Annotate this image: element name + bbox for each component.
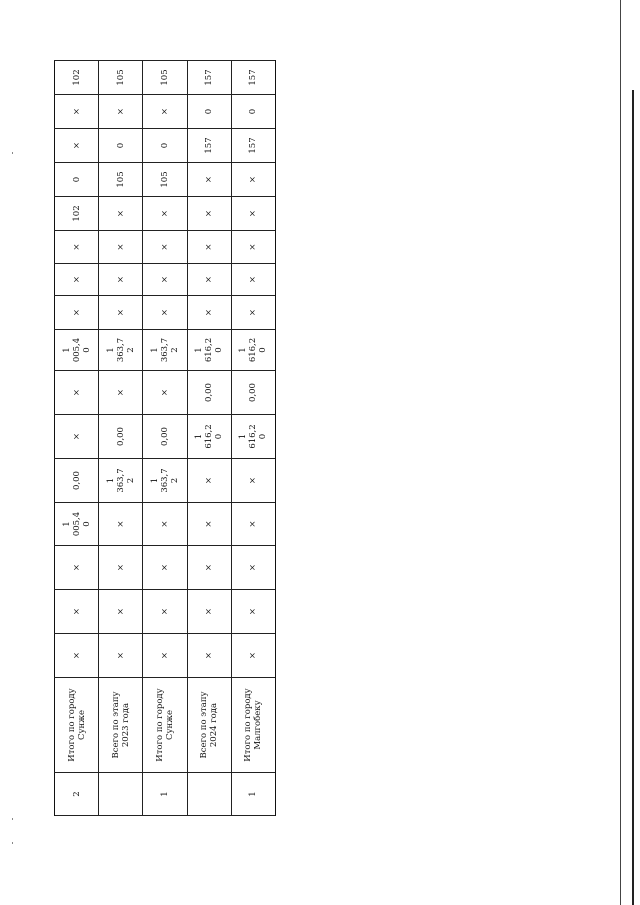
table-cell: × [55, 590, 99, 634]
table-cell: × [99, 634, 143, 678]
row-label-cell: Всего по этапу 2024 года [187, 678, 231, 773]
table-cell: × [187, 231, 231, 264]
table-row [55, 61, 99, 816]
table-cell: 0,00 [143, 415, 187, 459]
table-cell: × [143, 197, 187, 231]
table-cell: × [55, 634, 99, 678]
table-cell: 1 005,4 0 [55, 330, 99, 371]
table-cell: × [55, 371, 99, 415]
table-cell: × [99, 197, 143, 231]
table-cell: × [99, 95, 143, 129]
table-cell: × [99, 296, 143, 330]
table-cell: 0 [231, 95, 275, 129]
table-row [99, 61, 143, 816]
table-cell: 157 [231, 129, 275, 163]
table-cell: × [143, 590, 187, 634]
table-cell: 105 [99, 163, 143, 197]
table-cell: × [187, 163, 231, 197]
table-cell: 102 [55, 61, 99, 95]
scan-border-line [632, 90, 634, 905]
table-cell: × [99, 264, 143, 296]
table-cell: × [55, 231, 99, 264]
row-label-cell: Всего по этапу 2023 года [99, 678, 143, 773]
table-cell: × [231, 634, 275, 678]
table-row [187, 61, 231, 816]
table-cell: × [143, 231, 187, 264]
table-cell: 102 [55, 197, 99, 231]
table-cell: 157 [187, 61, 231, 95]
table-cell: 157 [231, 61, 275, 95]
table-cell: 0,00 [187, 371, 231, 415]
table-cell: × [55, 95, 99, 129]
scan-speck [12, 818, 13, 820]
table-cell: × [143, 264, 187, 296]
row-label-cell: Итого по городу Малгобеку [231, 678, 275, 773]
row-number-cell: 1 [143, 773, 187, 816]
row-number-cell: 1 [231, 773, 275, 816]
table-cell: × [231, 264, 275, 296]
table-cell: × [99, 590, 143, 634]
rotated-table-page [54, 69, 276, 816]
table-cell: × [143, 371, 187, 415]
table-cell: × [99, 503, 143, 546]
table-cell: × [187, 590, 231, 634]
table-cell: 0 [143, 129, 187, 163]
table-cell: × [55, 264, 99, 296]
table-cell: 1 616,2 0 [231, 415, 275, 459]
table-cell: × [187, 264, 231, 296]
table-cell: × [143, 95, 187, 129]
table-cell: 1 616,2 0 [187, 330, 231, 371]
table-cell: × [55, 129, 99, 163]
table-cell: 1 363,7 2 [99, 330, 143, 371]
table-cell: × [231, 231, 275, 264]
table-cell: × [231, 546, 275, 590]
table-cell: 1 363,7 2 [99, 459, 143, 503]
table-cell: 1 363,7 2 [143, 330, 187, 371]
table-cell: 0,00 [55, 459, 99, 503]
table-cell: × [143, 634, 187, 678]
scan-border-line [620, 0, 621, 905]
table-cell: × [55, 546, 99, 590]
table-cell: × [231, 197, 275, 231]
table-cell: × [143, 546, 187, 590]
table-cell: 0,00 [99, 415, 143, 459]
row-label-cell: Итого по городу Сунже [143, 678, 187, 773]
row-number-cell: 2 [55, 773, 99, 816]
table-cell: × [55, 296, 99, 330]
scan-speck [12, 842, 13, 844]
table-cell: × [143, 503, 187, 546]
table-cell: × [99, 231, 143, 264]
table-cell: × [187, 197, 231, 231]
table-cell: × [231, 163, 275, 197]
table-cell: 1 005,4 0 [55, 503, 99, 546]
table-cell: 0 [55, 163, 99, 197]
table-cell: × [99, 546, 143, 590]
table-cell: 1 363,7 2 [143, 459, 187, 503]
table-cell: 1 616,2 0 [187, 415, 231, 459]
table-cell: × [187, 634, 231, 678]
table-cell: 105 [99, 61, 143, 95]
table-cell: 0,00 [231, 371, 275, 415]
table-cell: × [231, 296, 275, 330]
table-cell: × [99, 371, 143, 415]
row-number-cell [187, 773, 231, 816]
table-row [143, 61, 187, 816]
table-cell: × [187, 459, 231, 503]
table-cell: × [187, 503, 231, 546]
row-number-cell [99, 773, 143, 816]
scan-speck [12, 152, 13, 154]
table-cell: 105 [143, 163, 187, 197]
table-cell: × [55, 415, 99, 459]
table-cell: × [231, 590, 275, 634]
table-cell: 0 [187, 95, 231, 129]
table-cell: × [231, 503, 275, 546]
summary-table [54, 60, 276, 816]
row-label-cell: Итого по городу Сунже [55, 678, 99, 773]
table-cell: 0 [99, 129, 143, 163]
table-cell: × [187, 546, 231, 590]
table-cell: 1 616,2 0 [231, 330, 275, 371]
table-cell: 157 [187, 129, 231, 163]
table-row [231, 61, 275, 816]
table-cell: × [187, 296, 231, 330]
table-cell: 105 [143, 61, 187, 95]
table-cell: × [231, 459, 275, 503]
table-cell: × [143, 296, 187, 330]
